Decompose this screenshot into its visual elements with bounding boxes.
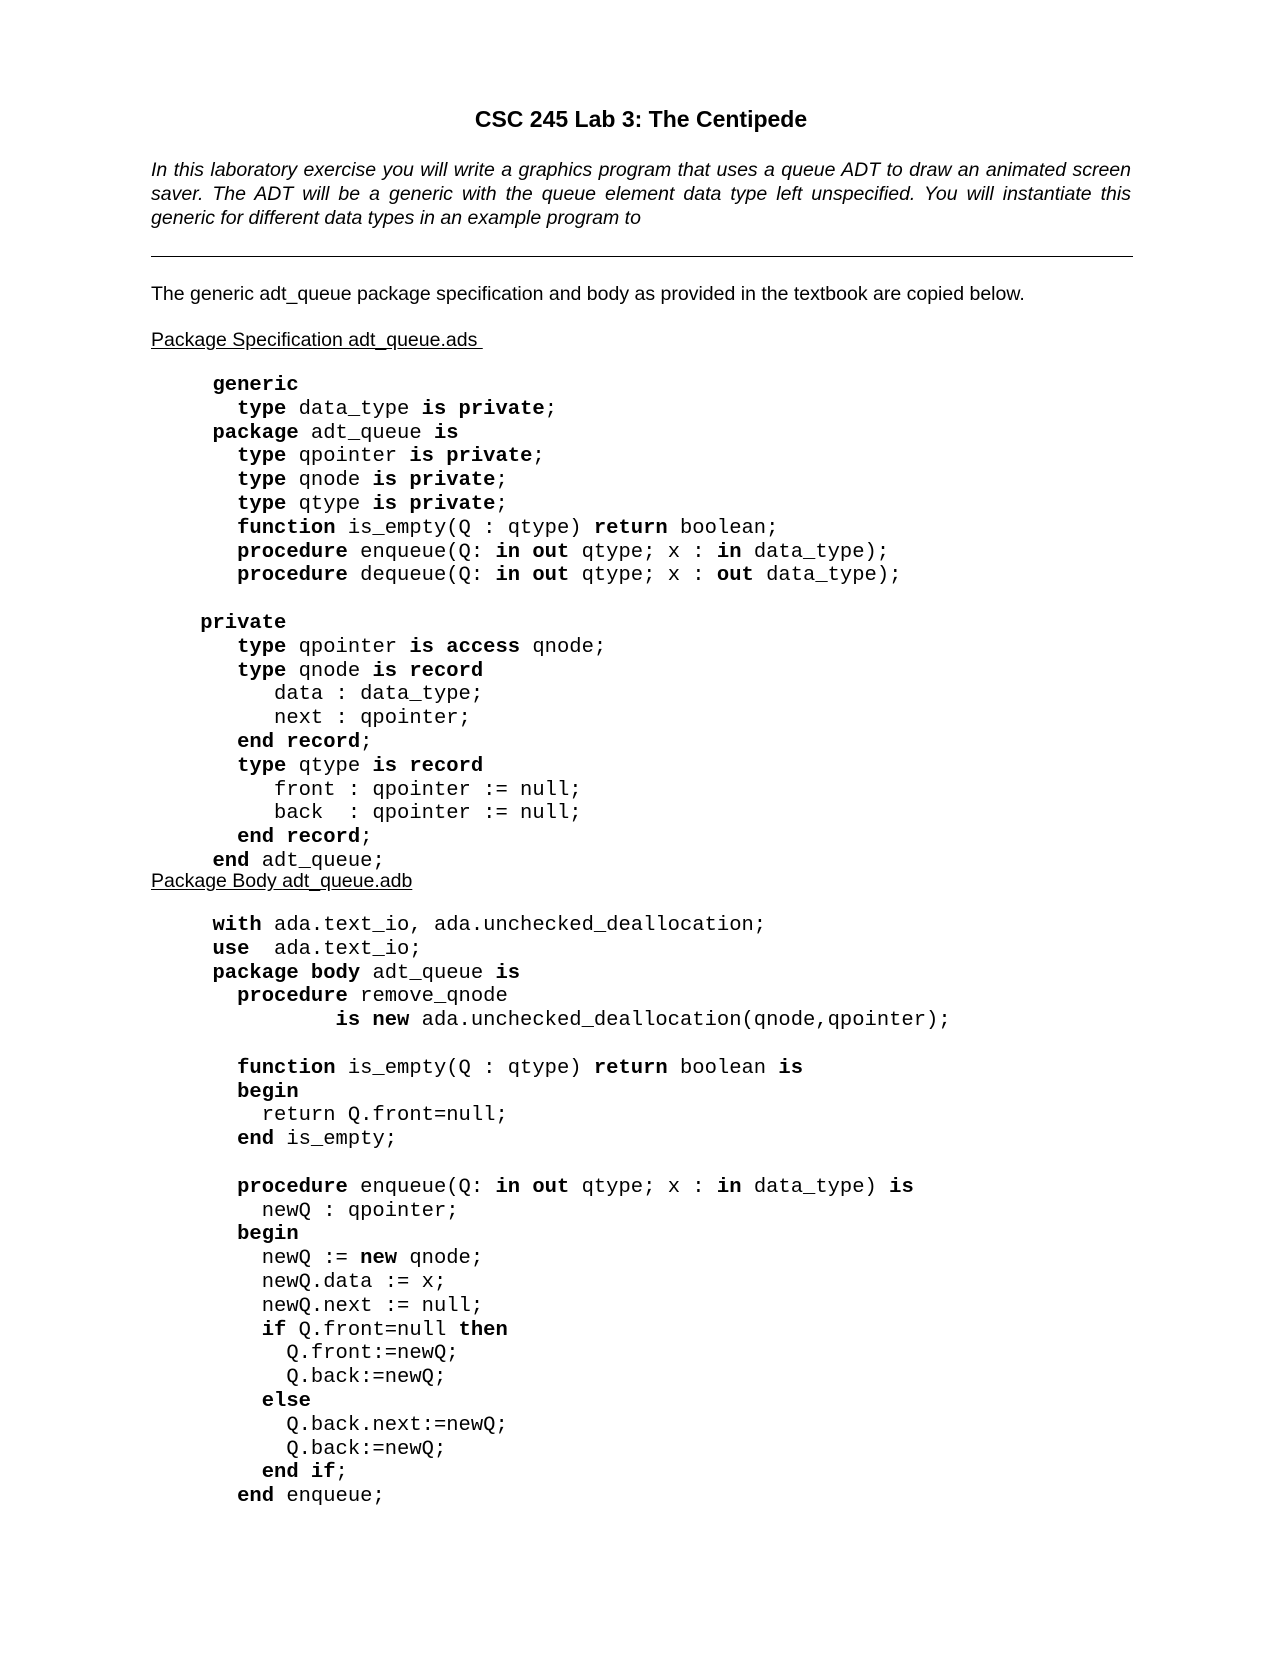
code-line xyxy=(151,779,901,803)
code-text: qtype; x : xyxy=(569,1175,717,1199)
code-text: ada.text_io, ada.unchecked_deallocation; xyxy=(261,914,767,937)
code-text: newQ.data := x; xyxy=(151,1270,447,1294)
code-text: enqueue(Q: xyxy=(347,540,496,564)
code-line xyxy=(151,445,901,469)
code-text: data : data_type; xyxy=(151,683,484,707)
code-keyword: end xyxy=(151,849,250,873)
code-text: adt_queue xyxy=(360,961,496,985)
code-keyword: end xyxy=(151,1128,275,1152)
code-keyword: else xyxy=(151,1389,311,1413)
body-heading: Package Body adt_queue.adb xyxy=(151,870,413,892)
code-line xyxy=(151,541,901,565)
code-text: data_type); xyxy=(741,540,890,564)
code-text: newQ.next := null; xyxy=(151,1294,484,1318)
code-text: data_type xyxy=(286,397,422,421)
code-keyword: begin xyxy=(151,1223,299,1247)
code-keyword: type xyxy=(151,469,287,493)
code-text: back : qpointer := null; xyxy=(151,802,582,826)
code-line xyxy=(151,398,901,422)
code-keyword: end xyxy=(151,1485,275,1509)
code-keyword: use xyxy=(151,937,250,961)
code-text: remove_qnode xyxy=(347,985,508,1009)
code-line xyxy=(151,1366,951,1390)
code-keyword: type xyxy=(151,397,287,421)
code-text: adt_queue xyxy=(298,421,434,445)
code-keyword: end record xyxy=(151,826,361,850)
code-text: Q.front:=newQ; xyxy=(151,1342,459,1366)
code-text: is_empty(Q : qtype) xyxy=(335,516,594,540)
code-line xyxy=(151,1295,951,1319)
code-keyword: end record xyxy=(151,730,361,754)
code-keyword: in out xyxy=(495,564,570,588)
code-text: ada.unchecked_deallocation(qnode,qpointer); xyxy=(409,1009,951,1033)
code-line xyxy=(151,612,901,636)
code-keyword: function xyxy=(151,1056,336,1080)
code-text: qtype; x : xyxy=(569,564,717,588)
code-keyword: type xyxy=(151,445,287,469)
code-keyword: return xyxy=(593,516,668,540)
code-line xyxy=(151,1033,951,1057)
code-keyword: return xyxy=(593,1056,668,1080)
code-keyword: is private xyxy=(372,469,496,493)
document-title: CSC 245 Lab 3: The Centipede xyxy=(474,106,808,132)
code-line xyxy=(151,1104,951,1128)
code-text: data_type); xyxy=(753,564,902,588)
code-line xyxy=(151,802,901,826)
code-line xyxy=(151,1152,951,1176)
intro-paragraph: In this laboratory exercise you will write a graphics program that uses a queue ADT to draw an animated screen saver. The ADT will be a generic with the queue element data type left unspecified. You will instantiate this generic for different data types in an example program to xyxy=(151,159,1131,229)
code-keyword: if xyxy=(151,1318,287,1342)
code-keyword: generic xyxy=(151,374,299,397)
spec-code-block xyxy=(151,374,901,874)
code-keyword: function xyxy=(151,516,336,540)
code-line xyxy=(151,493,901,517)
code-line xyxy=(151,1414,951,1438)
code-keyword: is record xyxy=(372,754,484,778)
code-keyword: procedure xyxy=(151,1175,348,1199)
code-text: newQ : qpointer; xyxy=(151,1199,459,1223)
code-keyword: out xyxy=(716,564,754,588)
body-code-block xyxy=(151,914,951,1509)
code-text: qnode xyxy=(286,469,373,493)
code-text: qpointer xyxy=(286,635,410,659)
code-text: qnode xyxy=(286,659,373,683)
code-text: ; xyxy=(495,469,508,493)
code-text: Q.back:=newQ; xyxy=(151,1437,447,1461)
code-text: ada.text_io; xyxy=(249,937,422,961)
code-keyword: new xyxy=(360,1247,398,1271)
code-line xyxy=(151,660,901,684)
code-keyword: is access xyxy=(409,635,521,659)
code-keyword: type xyxy=(151,635,287,659)
code-line xyxy=(151,826,901,850)
code-keyword: type xyxy=(151,659,287,683)
code-text: ; xyxy=(335,1461,348,1485)
code-keyword: then xyxy=(458,1318,508,1342)
code-text: Q.front=null xyxy=(286,1318,459,1342)
code-keyword: is record xyxy=(372,659,484,683)
code-keyword: with xyxy=(151,914,262,937)
code-text: ; xyxy=(532,445,545,469)
code-line xyxy=(151,1271,951,1295)
code-text: ; xyxy=(495,492,508,516)
code-text: enqueue; xyxy=(274,1485,385,1509)
code-text: ; xyxy=(360,730,373,754)
code-line xyxy=(151,1390,951,1414)
code-keyword: is xyxy=(433,421,459,445)
code-line xyxy=(151,1485,951,1509)
code-text: enqueue(Q: xyxy=(347,1175,496,1199)
code-line xyxy=(151,1128,951,1152)
code-keyword: procedure xyxy=(151,540,348,564)
code-text: Q.back:=newQ; xyxy=(151,1366,447,1390)
code-line xyxy=(151,1438,951,1462)
code-keyword: in xyxy=(716,540,742,564)
code-keyword: in out xyxy=(495,540,570,564)
code-line xyxy=(151,1009,951,1033)
code-line xyxy=(151,755,901,779)
code-line xyxy=(151,374,901,398)
code-line xyxy=(151,914,951,938)
code-keyword: type xyxy=(151,492,287,516)
code-text: ; xyxy=(544,397,557,421)
code-line xyxy=(151,1200,951,1224)
code-line xyxy=(151,564,901,588)
code-line xyxy=(151,1247,951,1271)
code-keyword: is private xyxy=(421,397,545,421)
code-keyword: end if xyxy=(151,1461,336,1485)
code-line xyxy=(151,1057,951,1081)
code-line xyxy=(151,683,901,707)
code-keyword: is new xyxy=(151,1009,410,1033)
code-line xyxy=(151,1319,951,1343)
code-keyword: procedure xyxy=(151,564,348,588)
code-keyword: package xyxy=(151,421,299,445)
code-line xyxy=(151,707,901,731)
code-text: boolean xyxy=(667,1056,779,1080)
code-keyword: is xyxy=(778,1056,804,1080)
code-keyword: begin xyxy=(151,1080,299,1104)
code-line xyxy=(151,962,951,986)
code-line xyxy=(151,588,901,612)
code-text: newQ := xyxy=(151,1247,361,1271)
code-text: qnode; xyxy=(397,1247,484,1271)
code-keyword: in out xyxy=(495,1175,570,1199)
code-line xyxy=(151,422,901,446)
code-line xyxy=(151,1081,951,1105)
code-text: qtype xyxy=(286,492,373,516)
code-line xyxy=(151,1223,951,1247)
code-keyword: type xyxy=(151,754,287,778)
code-text: front : qpointer := null; xyxy=(151,778,582,802)
spec-heading: Package Specification adt_queue.ads xyxy=(151,329,483,351)
code-line xyxy=(151,1342,951,1366)
code-keyword: private xyxy=(151,611,287,635)
body-paragraph: The generic adt_queue package specification and body as provided in the textbook are copied below. xyxy=(151,283,1025,305)
code-keyword: package body xyxy=(151,961,361,985)
code-line xyxy=(151,1176,951,1200)
code-line xyxy=(151,469,901,493)
code-keyword: is private xyxy=(372,492,496,516)
code-text: qtype; x : xyxy=(569,540,717,564)
code-line xyxy=(151,731,901,755)
code-text: return Q.front=null; xyxy=(151,1104,508,1128)
code-text: qpointer xyxy=(286,445,410,469)
code-line xyxy=(151,938,951,962)
code-text: adt_queue; xyxy=(249,849,385,873)
code-text: data_type) xyxy=(741,1175,890,1199)
code-text: boolean; xyxy=(667,516,779,540)
code-keyword: is xyxy=(889,1175,914,1199)
code-line xyxy=(151,985,951,1009)
code-text: ; xyxy=(360,826,373,850)
code-text: dequeue(Q: xyxy=(347,564,496,588)
code-line xyxy=(151,517,901,541)
code-keyword: procedure xyxy=(151,985,348,1009)
code-keyword: is private xyxy=(409,445,533,469)
code-text: qnode; xyxy=(520,635,607,659)
code-text: is_empty(Q : qtype) xyxy=(335,1056,594,1080)
code-line xyxy=(151,1461,951,1485)
horizontal-rule xyxy=(151,256,1133,257)
code-text: next : qpointer; xyxy=(151,707,471,731)
code-keyword: in xyxy=(716,1175,742,1199)
code-text: is_empty; xyxy=(274,1128,398,1152)
code-line xyxy=(151,636,901,660)
code-keyword: is xyxy=(495,961,521,985)
code-text: qtype xyxy=(286,754,373,778)
code-text: Q.back.next:=newQ; xyxy=(151,1413,508,1437)
